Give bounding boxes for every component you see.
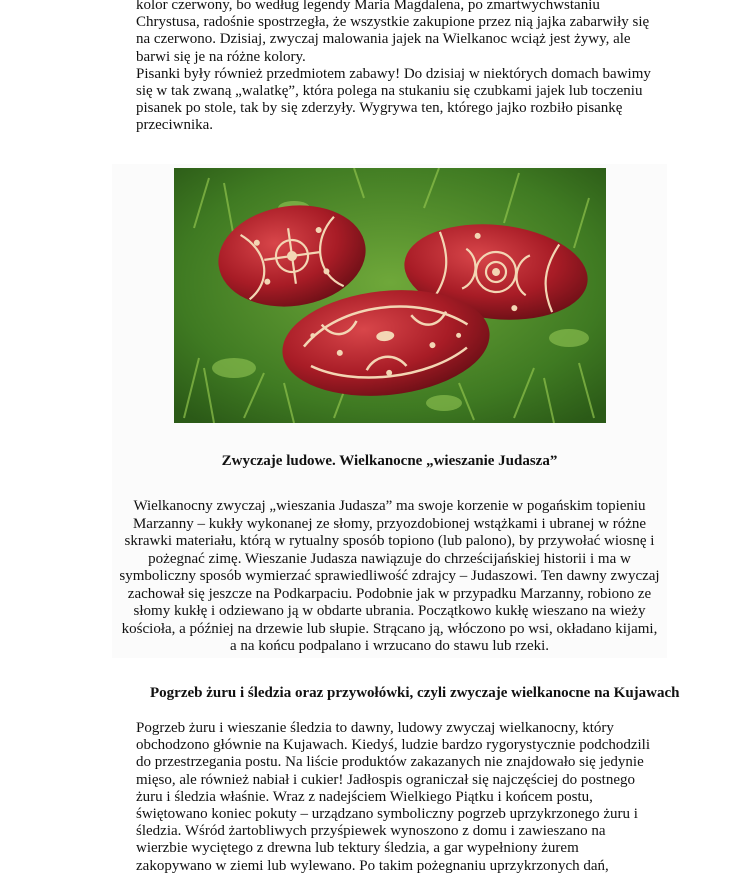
text-line: Pisanki były również przedmiotem zabawy! Do dzisiaj w niektórych domach bawimy	[136, 65, 651, 82]
text-line: zachował się jeszcze na Podkarpaciu. Podobnie jak w przypadku Marzanny, robiono ze	[127, 585, 652, 602]
text-line: na czerwono. Dzisiaj, zwyczaj malowania jajek na Wielkanoc wciąż jest żywy, ale	[136, 31, 631, 48]
text-line: kościoła, a później na drzewie lub słupie. Strącano ją, włóczono po wsi, okładano kijami,	[121, 620, 658, 637]
text-line: świętowano koniec pokuty – urządzano symboliczny pogrzeb uprzykrzonego żuru i	[136, 806, 638, 823]
text-line: Wielkanocny zwyczaj „wieszania Judasza” ma swoje korzenie w pogańskim topieniu	[133, 498, 646, 514]
text-line: pożegnać zimę. Wieszanie Judasza nawiązuje do chrześcijańskiej historii i ma w	[148, 550, 631, 567]
text-line: kolor czerwony, bo według legendy Maria Magdalena, po zmartwychwstaniu	[136, 0, 600, 13]
easter-eggs-photo	[174, 168, 606, 423]
text-line: barwi się je na różne kolory.	[136, 48, 306, 65]
text-line: do przestrzegania postu. Na liście produktów zakazanych nie znajdowało się jedynie	[136, 754, 644, 771]
text-line: zakopywano w ziemi lub wylewano. Po takim pożegnaniu uprzykrzonych dań,	[136, 857, 609, 874]
intro-paragraph	[136, 0, 676, 135]
text-line: Chrystusa, radośnie spostrzegła, że wszystkie zakupione przez nią jajka zabarwiły się	[136, 14, 650, 31]
text-line: pisanek po stole, tak by się zderzyły. Wygrywa ten, którego jajko rozbiło pisankę	[136, 100, 623, 117]
text-line: Marzanny – kukły wykonanej ze słomy, przyozdobionej wstążkami i ubranej w różne	[132, 515, 647, 532]
text-line: a na końcu podpalano i wrzucano do stawu lub rzeki.	[229, 638, 550, 654]
text-line: śledzia. Wśród żartobliwych przyśpiewek wynoszono z domu i zawieszano na	[136, 823, 606, 840]
text-line: symboliczny sposób wymierzać sprawiedliwość zdrajcy – Judaszowi. Ten dawny zwyczaj	[119, 568, 660, 584]
section-paragraph-kujawy	[136, 720, 676, 875]
section-heading-judasz: Zwyczaje ludowe. Wielkanocne „wieszanie Judasza”	[221, 453, 558, 469]
text-line: słomy kukłę i odziewano ją w obdarte ubrania. Początkowo kukłę wieszano na wieży	[133, 603, 646, 619]
section-paragraph-judasz	[112, 498, 667, 656]
text-line: wierzbie wyciętego z drewna lub tektury śledzia, a gar wypełniony żurem	[136, 840, 579, 857]
text-line: mięso, ale również nabiał i cukier! Jadłospis ograniczał się najczęściej do postnego	[136, 771, 635, 788]
text-line: Pogrzeb żuru i wieszanie śledzia to dawny, ludowy zwyczaj wielkanocny, który	[136, 720, 614, 736]
text-line: przeciwnika.	[136, 117, 214, 134]
text-line: obchodzono głównie na Kujawach. Kiedyś, ludzie bardzo rygorystycznie podchodzili	[136, 737, 651, 754]
text-line: skrawki materiału, którą w rytualny sposób topiono (lub palono), by przywołać wiosnę i	[124, 533, 655, 549]
text-line: się w tak zwaną „walatkę”, która polega na stukaniu się czubkami jajek lub toczeniu	[136, 83, 643, 100]
text-line: żuru i śledzia właśnie. Wraz z nadejściem Wielkiego Piątku i końcem postu,	[136, 788, 593, 805]
section-heading-kujawy: Pogrzeb żuru i śledzia oraz przywołówki, czyli zwyczaje wielkanocne na Kujawach	[150, 685, 680, 701]
